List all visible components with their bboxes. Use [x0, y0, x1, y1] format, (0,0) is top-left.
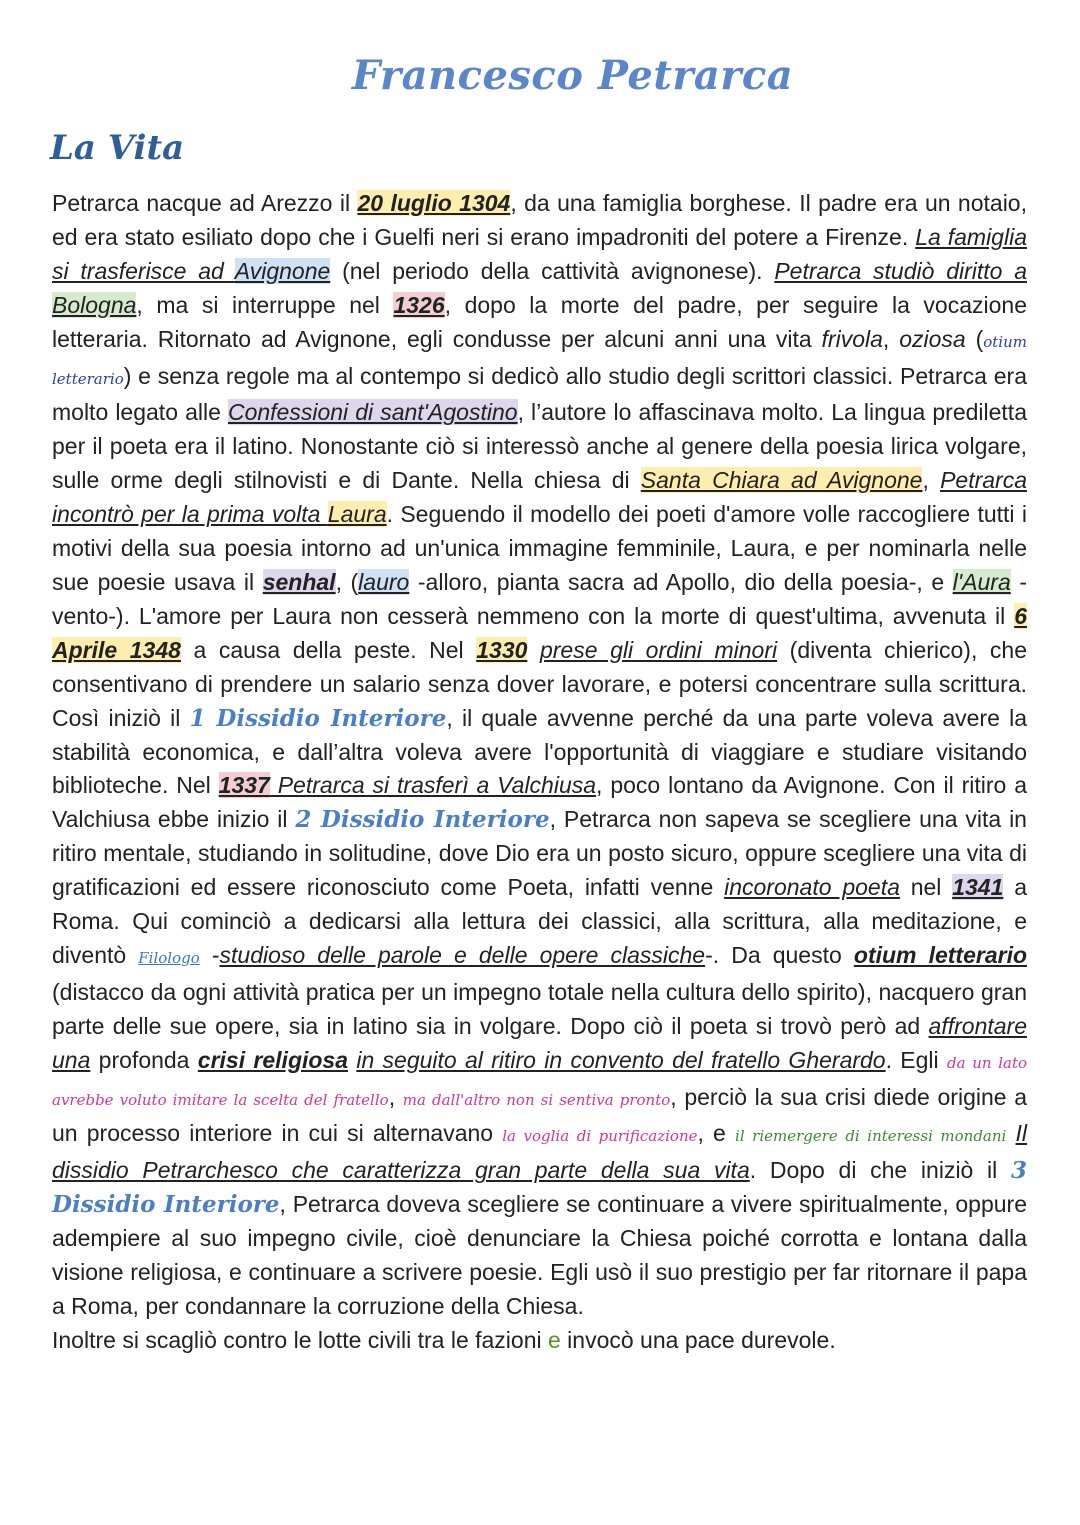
text-run: otium letterario: [853, 941, 1028, 968]
text-run: Petrarca si trasferì a Valchiusa: [269, 772, 597, 799]
text-run: , poco lontano da Avignone. Con il ritiro a Valchiusa ebbe inizio il: [52, 772, 1027, 833]
text-run: e: [548, 1326, 561, 1353]
text-run: -vento-). L'amore per Laura non cesserà nemmeno con la morte di quest'ultima, avvenuta il: [52, 568, 1027, 629]
text-run: il riemergere di interessi mondani: [735, 1127, 1007, 1146]
text-run: a causa della peste. Nel: [180, 636, 477, 663]
text-run: invocò una pace durevole.: [560, 1326, 836, 1353]
text-run: Petrarca incontrò per la prima volta: [52, 467, 1027, 528]
text-run: studioso delle parole e delle opere classiche: [219, 941, 706, 968]
text-run: [1006, 1120, 1015, 1146]
text-run: nel: [899, 874, 953, 901]
text-run: Laura: [327, 501, 387, 528]
section-title: La Vita: [50, 128, 185, 168]
biography-last-line: [52, 1324, 1027, 1358]
text-run: (nel periodo della cattività avignonese).: [330, 257, 775, 284]
text-run: 2 Dissidio Interiore: [295, 806, 550, 834]
text-run: 20 luglio 1304: [357, 190, 511, 216]
text-run: l'Aura: [952, 568, 1011, 595]
text-run: . Egli: [885, 1046, 947, 1073]
text-run: ,: [922, 467, 941, 494]
text-run: Filologo: [138, 948, 200, 967]
text-run: Inoltre si scagliò contro le lotte civili tra le fazioni: [52, 1326, 548, 1353]
text-run: ) e senza regole ma al contempo si dedicò allo studio degli scrittori classici. Petrarca era molto legato alle: [52, 362, 1027, 426]
text-run: La famiglia si trasferisce ad: [52, 223, 1027, 284]
text-run: Bologna: [52, 291, 137, 318]
text-run: , dopo la morte del padre, per seguire la vocazione letteraria. Ritornato ad Avignone, egli condusse per alcuni anni una vita: [52, 291, 1027, 352]
text-run: 1341: [952, 874, 1004, 901]
text-run: senhal: [262, 568, 336, 595]
text-run: 1330: [476, 636, 528, 663]
text-run: , perciò la sua crisi diede origine a un processo interiore in cui si alternavano: [52, 1083, 1028, 1147]
text-run: ma dall'altro non si sentiva pronto: [402, 1090, 671, 1109]
text-run: , l’autore lo affascinava molto. La lingua prediletta per il poeta era il latino. Nonostante ciò si interessò anche al genere della poesia lirica volgare, sulle orme degli stilnovisti e di Dante. Nella chiesa di: [52, 399, 1027, 494]
text-run: (diventa chierico), che consentivano di prendere un salario senza dover lavorare, e potersi concentrare sulla scrittura. Così iniziò il: [52, 636, 1027, 731]
text-run: , Petrarca doveva scegliere se continuare a vivere spiritualmente, oppure adempiere al suo impegno civile, cioè denunciare la Chiesa poiché corrotta e lontana dalla visione religiosa, e continuare a scrivere poesie. Egli usò il suo prestigio per far ritornare il papa a Roma, per condannare la corruzione della Chiesa.: [52, 1191, 1027, 1319]
text-run: crisi religiosa: [197, 1046, 349, 1073]
text-run: (: [965, 325, 984, 352]
text-run: Confessioni di sant'Agostino: [227, 399, 518, 426]
text-run: (distacco da ogni attività pratica per un impegno totale nella cultura dello spirito), nacquero gran parte delle sue opere, sia in latino sia in volgare. Dopo ciò il poeta si trovò però ad: [52, 978, 1027, 1039]
text-run: a Roma. Qui cominciò a dedicarsi alla lettura dei classici, alla scrittura, alla meditazione, e diventò: [52, 874, 1027, 968]
text-run: , da una famiglia borghese. Il padre era un notaio, ed era stato esiliato dopo che i Guelfi neri si erano impadroniti del potere a Firenze.: [52, 190, 1027, 250]
text-run: frivola: [821, 325, 883, 352]
text-run: affrontare una: [52, 1012, 1027, 1073]
text-run: 1337: [218, 772, 270, 799]
text-run: Petrarca nacque ad Arezzo il: [52, 190, 358, 216]
text-run: , e: [697, 1120, 736, 1147]
text-run: Avignone: [234, 257, 331, 284]
text-run: in seguito al ritiro in convento del fratello Gherardo: [356, 1046, 886, 1073]
text-run: , il quale avvenne perché da una parte voleva avere la stabilità economica, e dall’altra voleva avere l'opportunità di viaggiare e studiare visitando biblioteche. Nel: [52, 704, 1027, 799]
biography-text: [52, 187, 1027, 1358]
text-run: ,: [388, 1083, 403, 1110]
text-run: Santa Chiara ad Avignone: [640, 467, 923, 494]
text-run: Petrarca studiò diritto a: [774, 257, 1028, 284]
text-run: 1 Dissidio Interiore: [189, 704, 447, 732]
text-run: 3 Dissidio Interiore: [52, 1157, 1027, 1219]
page-title: Francesco Petrarca: [351, 52, 794, 99]
text-run: Il dissidio Petrarchesco che caratterizza gran parte della sua vita: [52, 1120, 1028, 1184]
text-run: , ma si interruppe nel: [136, 291, 394, 318]
text-run: lauro: [358, 568, 410, 595]
biography-paragraph: [52, 187, 1027, 1324]
text-run: profonda: [90, 1046, 198, 1073]
text-run: incoronato poeta: [724, 874, 900, 901]
text-run: . Seguendo il modello dei poeti d'amore volle raccogliere tutti i motivi della sua poesia intorno ad un'unica immagine femminile, Laura, e per nominarla nelle sue poesie usava il: [52, 501, 1027, 595]
text-run: otium letterario: [52, 332, 1027, 388]
text-run: . Dopo di che iniziò il: [749, 1157, 1011, 1184]
text-run: 6 Aprile 1348: [52, 602, 1027, 663]
text-run: ,: [882, 325, 900, 352]
text-run: 1326: [393, 291, 445, 318]
text-run: -. Da questo: [705, 941, 854, 968]
text-run: [527, 637, 540, 663]
text-run: -alloro, pianta sacra ad Apollo, dio della poesia-, e: [409, 568, 953, 595]
text-run: , Petrarca non sapeva se scegliere una vita in ritiro mentale, studiando in solitudine, dove Dio era un posto sicuro, oppure scegliere una vita di gratificazioni ed essere riconosciuto come Poeta, infatti venne: [52, 806, 1027, 901]
text-run: da un lato avrebbe voluto imitare la scelta del fratello: [52, 1053, 1027, 1109]
text-run: oziosa: [899, 325, 966, 352]
text-run: , (: [335, 568, 359, 595]
text-run: prese gli ordini minori: [539, 636, 778, 663]
text-run: la voglia di purificazione: [502, 1127, 698, 1146]
text-run: -: [199, 941, 220, 968]
